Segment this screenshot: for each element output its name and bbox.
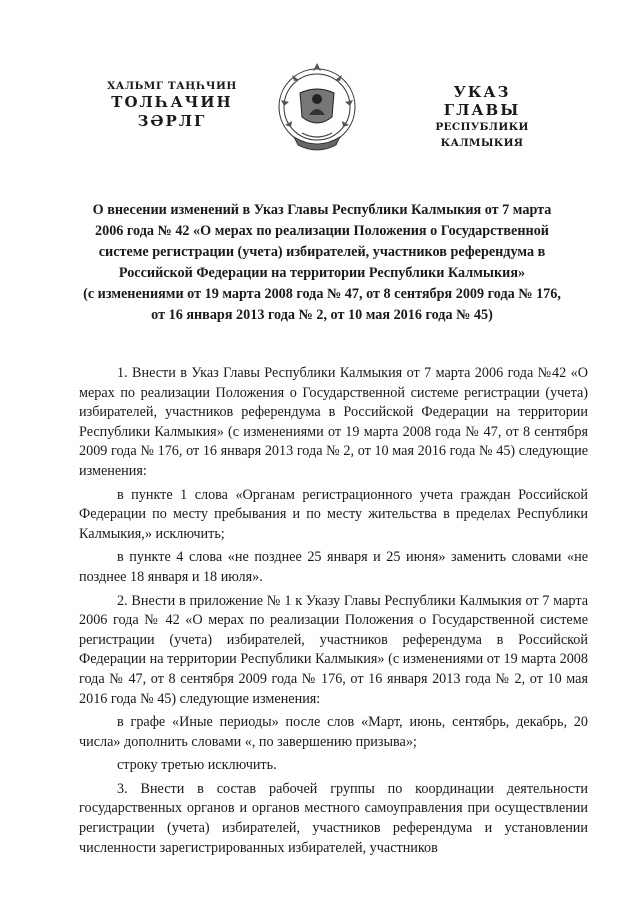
document-body (79, 364, 588, 862)
header-russian-line2: ГЛАВЫ (443, 101, 521, 119)
title-line: от 16 января 2013 года № 2, от 10 мая 2016 года № 45) (151, 307, 493, 323)
header-russian (396, 83, 568, 151)
paragraph: 3. Внести в состав рабочей группы по координации деятельности государственных органов и органов местного самоуправления при осуществлении регистрации (учета) избирателей, участников референдума и установлении численности зарегистрированных избирателей, участников (79, 780, 588, 856)
header-kalmyk-line2: ТОЛҺАЧИН (111, 93, 233, 111)
paragraph: в пункте 1 слова «Органам регистрационного учета граждан Российской Федерации по месту пребывания и по месту жительства в пределах Республики Калмыкия,» исключить; (79, 486, 588, 542)
title-line: 2006 года № 42 «О мерах по реализации Положения о Государственной (95, 223, 549, 239)
paragraph: строку третью исключить. (117, 757, 277, 774)
title-line: Российской Федерации на территории Республики Калмыкия» (118, 265, 526, 281)
title-line: системе регистрации (учета) избирателей, участников референдума в (98, 244, 546, 260)
header-russian-line1: УКАЗ (453, 83, 511, 101)
paragraph: в графе «Иные периоды» после слов «Март, июнь, сентябрь, декабрь, 20 числа» дополнить словами «, по завершению призыва»; (79, 714, 588, 750)
paragraph: 2. Внести в приложение № 1 к Указу Главы Республики Калмыкия от 7 марта 2006 года № 42 «О мерах по реализации Положения о Государственной системе регистрации (учета) избирателей, участников референдума в Российской Федерации на территории Республики Калмыкия» (с изменениями от 19 марта 2008 года № 47, от 8 сентября 2009 года № 176, от 16 января 2013 года № 2, от 10 мая 2016 года № 45) следующие изменения: (79, 592, 588, 707)
header-russian-line3: РЕСПУБЛИКИ КАЛМЫКИЯ (435, 121, 529, 149)
header-kalmyk-line1: ХАЛЬМГ ТАҢҺЧИН (107, 80, 237, 92)
paragraph: в пункте 4 слова «не позднее 25 января и 25 июня» заменить словами «не позднее 18 января и 18 июля». (79, 549, 588, 585)
title-line: О внесении изменений в Указ Главы Республики Калмыкия от 7 марта (92, 202, 552, 218)
document-title (78, 200, 566, 326)
paragraph: 1. Внести в Указ Главы Республики Калмыкия от 7 марта 2006 года №42 «О мерах по реализации Положения о Государственной системе регистрации (учета) избирателей, участников референдума в Российской Федерации на территории Республики Калмыкия» (с изменениями от 19 марта 2008 года № 47, от 8 сентября 2009 года № 176, от 16 января 2013 года № 2, от 10 мая 2016 года № 45) следующие изменения: (79, 365, 588, 479)
header-kalmyk (92, 79, 252, 131)
header-kalmyk-line3: ЗӘРЛГ (137, 112, 207, 130)
title-line: (с изменениями от 19 марта 2008 года № 47, от 8 сентября 2009 года № 176, (83, 286, 561, 302)
coat-of-arms-icon (272, 55, 362, 159)
